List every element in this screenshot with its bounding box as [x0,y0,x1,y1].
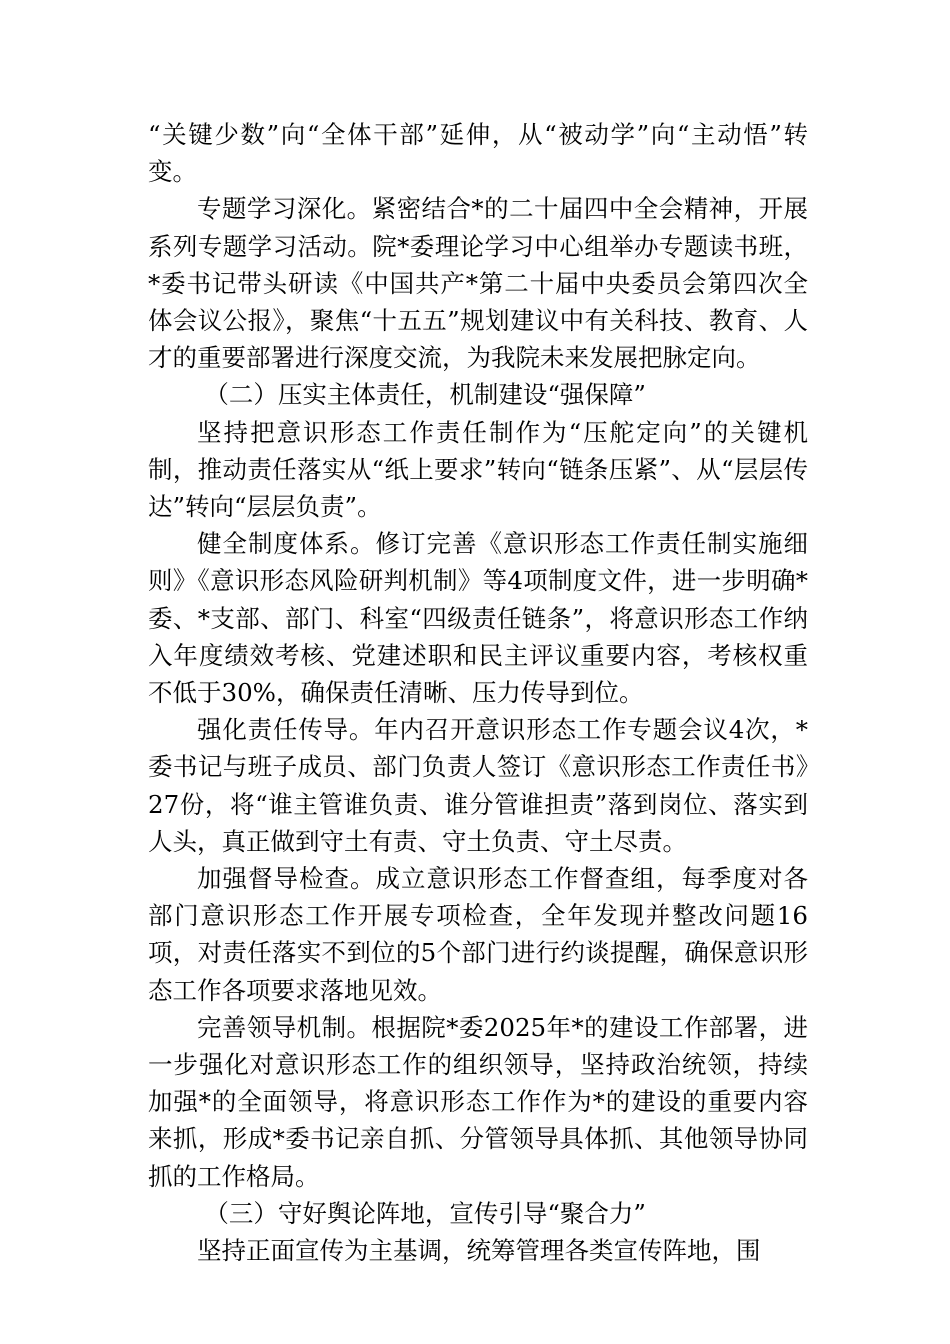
paragraph-leadership-mechanism: 完善领导机制。根据院*委2025年*的建设工作部署，进一步强化对意识形态工作的组织领导，坚持政治统领，持续加强*的全面领导，将意识形态工作作为*的建设的重要内容来抓，形成*委书记亲自抓、分管领导具体抓、其他领导协同抓的工作格局。 [148,1012,808,1191]
paragraph-supervision: 加强督导检查。成立意识形态工作督查组，每季度对各部门意识形态工作开展专项检查，全年发现并整改问题16项，对责任落实不到位的5个部门进行约谈提醒，确保意识形态工作各项要求落地见效。 [148,864,808,1005]
paragraph-responsibility-transmission: 强化责任传导。年内召开意识形态工作专题会议4次，*委书记与班子成员、部门负责人签订《意识形态工作责任书》27份，将“谁主管谁负责、谁分管谁担责”落到岗位、落实到人头，真正做到守土有责、守土负责、守土尽责。 [148,715,808,856]
paragraph-responsibility-intro: 坚持把意识形态工作责任制作为“压舵定向”的关键机制，推动责任落实从“纸上要求”转向“链条压紧”、从“层层传达”转向“层层负责”。 [148,417,808,522]
document-page [148,116,808,1269]
paragraph-continuation: “关键少数”向“全体干部”延伸，从“被动学”向“主动悟”转变。 [148,120,808,187]
section-heading-2: （二）压实主体责任，机制建设“强保障” [204,380,646,410]
paragraph-topic-study: 专题学习深化。紧密结合*的二十届四中全会精神，开展系列专题学习活动。院*委理论学习中心组举办专题读书班，*委书记带头研读《中国共产*第二十届中央委员会第四次全体会议公报》，聚焦“十五五”规划建议中有关科技、教育、人才的重要部署进行深度交流，为我院未来发展把脉定向。 [148,194,808,373]
paragraph-institution-system: 健全制度体系。修订完善《意识形态工作责任制实施细则》《意识形态风险研判机制》等4项制度文件，进一步明确*委、*支部、部门、科室“四级责任链条”，将意识形态工作纳入年度绩效考核、党建述职和民主评议重要内容，考核权重不低于30%，确保责任清晰、压力传导到位。 [148,529,808,708]
section-heading-3: （三）守好舆论阵地，宣传引导“聚合力” [204,1198,646,1228]
paragraph-publicity-intro: 坚持正面宣传为主基调，统筹管理各类宣传阵地，围 [197,1236,761,1266]
